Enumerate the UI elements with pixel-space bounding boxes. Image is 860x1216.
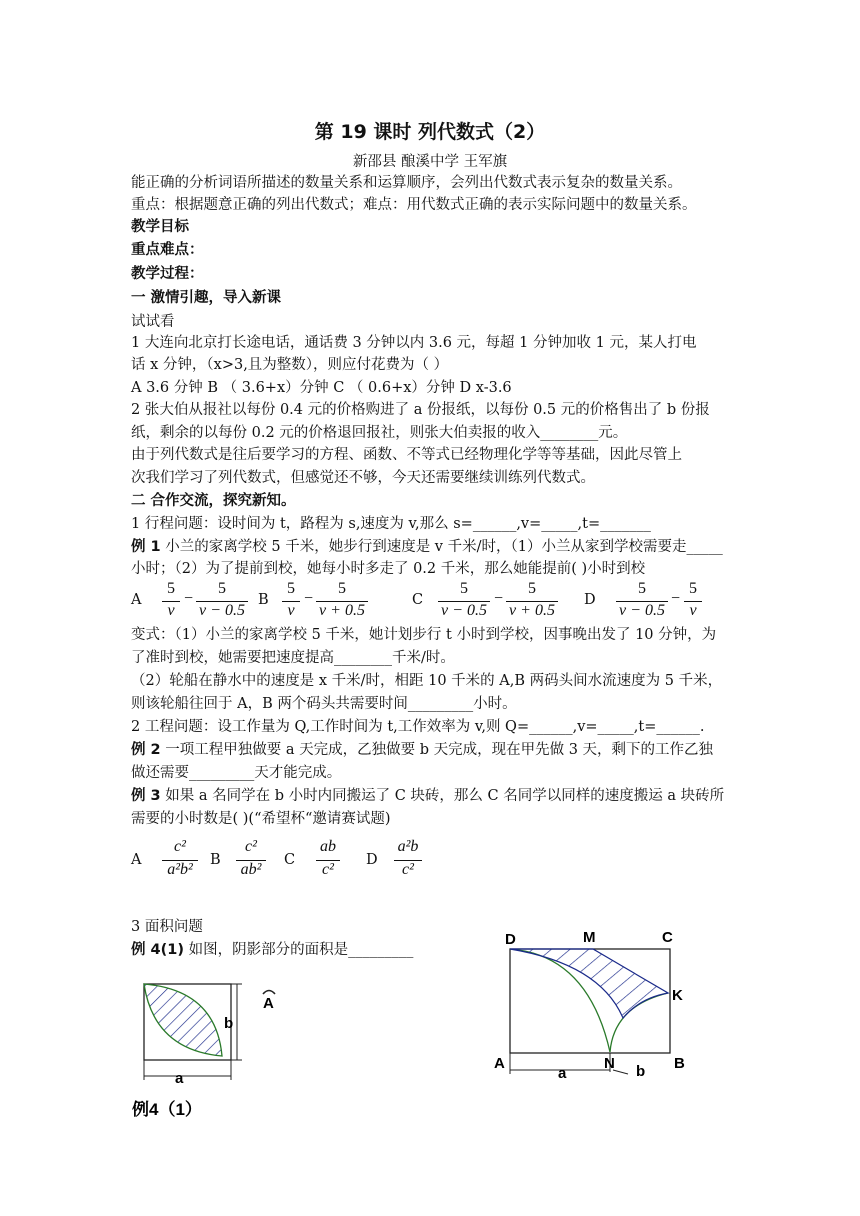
fig2-label-K: K [672,987,683,1004]
fig1-arc-mark [263,991,275,995]
travel-problem: 1 行程问题：设时间为 t，路程为 s,速度为 v,那么 s=______,v=_____,t=_______ [131,516,651,532]
minus-sign: − [494,590,504,607]
frac-numerator: 5 [218,580,226,597]
example-4-label: 例 4(1) [131,942,184,958]
page-title: 第 19 课时 列代数式（2） [314,121,546,143]
ex1-option-d-expr [616,580,706,622]
fig1-label-a: a [175,1070,184,1087]
ex3-option-b-expr [234,838,268,882]
intro-keypoints: 重点：根据题意正确的列出代数式；难点：用代数式正确的表示实际问题中的数量关系。 [131,197,697,213]
ex3-option-d-label: D [366,852,378,868]
fig1-arc-label: A [263,995,274,1012]
frac-denominator: v [689,602,697,619]
paragraph-line-1: 由于列代数式是往后要学习的方程、函数、不等式已经物理化学等等基础，因此尽管上 [131,447,682,463]
example-2-line-2: 做还需要_________天才能完成。 [131,765,342,781]
example-3-text: 如果 a 名同学在 b 小时内同搬运了 C 块砖，那么 C 名同学以同样的速度搬运 a 块砖所 [160,788,725,804]
frac-denominator: v − 0.5 [441,602,487,619]
figure-2-quarter-circle-diagram [490,922,700,1082]
fig2-label-N: N [604,1055,615,1072]
fig1-caption: 例4（1） [132,1100,202,1119]
heading-goals: 教学目标 [131,219,189,235]
frac-denominator: v − 0.5 [619,602,665,619]
frac-numerator: 5 [287,580,295,597]
fig2-label-b: b [636,1063,646,1080]
intro-objective: 能正确的分析词语所描述的数量关系和运算顺序，会列出代数式表示复杂的数量关系。 [131,175,682,191]
frac-numerator: 5 [167,580,175,597]
ex1-option-a-label: A [131,592,142,608]
ex3-option-a-expr [160,838,200,882]
try-it-label: 试试看 [131,314,175,330]
ex3-option-a-label: A [131,852,142,868]
section-1-heading: 一 激情引趣，导入新课 [131,290,282,306]
frac-numerator: 5 [689,580,697,597]
minus-sign: − [184,590,194,607]
frac-denominator: v [167,602,175,619]
ex1-option-c-label: C [412,592,424,608]
frac-denominator: v − 0.5 [199,602,245,619]
question-2-line-2: 纸，剩余的以每份 0.2 元的价格退回报社，则张大伯卖报的收入________元。 [131,425,628,441]
section-2-heading: 二 合作交流，探究新知。 [131,493,296,509]
ex1-option-c-expr [438,580,558,622]
figure-1-leaf-diagram [120,972,290,1122]
frac-denominator: v [287,602,295,619]
frac-numerator: 5 [528,580,536,597]
frac-numerator: a²b [397,838,419,855]
heading-keypoints: 重点难点： [131,242,204,258]
frac-numerator: c² [245,838,257,855]
ex1-option-b-expr [280,580,370,622]
fig2-label-D: D [505,931,516,948]
area-problem: 3 面积问题 [131,919,203,935]
ex3-option-b-label: B [210,852,221,868]
frac-denominator: c² [402,861,414,878]
question-2-line-1: 2 张大伯从报社以每份 0.4 元的价格购进了 a 份报纸，以每份 0.5 元的价格售出了 b 份报 [131,402,710,418]
ex3-option-d-expr [392,838,424,882]
example-1-line-2: 小时；（2）为了提前到校，她每小时多走了 0.2 千米，那么她能提前( )小时到校 [131,561,646,577]
fig2-label-B: B [674,1055,685,1072]
frac-denominator: v + 0.5 [319,602,365,619]
example-3-label: 例 3 [131,788,161,804]
ex1-option-d-label: D [584,592,596,608]
example-1-line-1 [131,538,723,556]
frac-denominator: ab² [240,861,262,878]
example-2-text: 一项工程甲独做要 a 天完成，乙独做要 b 天完成，现在甲先做 3 天，剩下的工作乙独 [160,742,714,758]
example-3-line-2: 需要的小时数是( )(“希望杯“邀请赛试题) [131,811,391,827]
work-problem: 2 工程问题：设工作量为 Q,工作时间为 t,工作效率为 v,则 Q=______,v=_____,t=______. [131,719,705,735]
frac-denominator: a²b² [167,861,193,878]
frac-numerator: 5 [460,580,468,597]
frac-numerator: c² [174,838,186,855]
frac-denominator: c² [322,861,334,878]
frac-numerator: ab [320,838,336,855]
ex1-option-b-label: B [258,592,269,608]
ex3-option-c-label: C [284,852,296,868]
example-1-text: 小兰的家离学校 5 千米，她步行到速度是 v 千米/时，（1）小兰从家到学校需要走_____ [160,539,723,555]
fig2-label-C: C [662,929,673,946]
variant-1-line-2: 了准时到校，她需要把速度提高________千米/时。 [131,650,455,666]
example-4-text: 如图，阴影部分的面积是_________ [183,942,414,958]
variant-2-line-1: （2）轮船在静水中的速度是 x 千米/时，相距 10 千米的 A,B 两码头间水流速度为 5 千米， [131,673,723,689]
minus-sign: − [304,590,314,607]
frac-numerator: 5 [338,580,346,597]
variant-2-line-2: 则该轮船往回于 A，B 两个码头共需要时间_________小时。 [131,696,517,712]
question-1-line-1: 1 大连向北京打长途电话，通话费 3 分钟以内 3.6 元，每超 1 分钟加收 1 元，某人打电 [131,335,697,351]
frac-numerator: 5 [638,580,646,597]
question-1-line-2: 话 x 分钟，（x>3,且为整数），则应付花费为（ ） [131,357,449,373]
fig2-label-A: A [494,1055,505,1072]
author-line: 新邵县 酿溪中学 王军旗 [352,154,508,170]
ex1-option-a-expr [160,580,250,622]
example-3-line-1 [131,787,724,805]
paragraph-line-2: 次我们学习了列代数式，但感觉还不够，今天还需要继续训练列代数式。 [131,470,595,486]
example-1-label: 例 1 [131,539,161,555]
example-2-line-1 [131,741,713,759]
fig2-label-M: M [583,929,596,946]
fig1-label-b: b [224,1015,234,1032]
ex3-option-c-expr [314,838,342,882]
fig2-label-a: a [558,1065,567,1082]
frac-denominator: v + 0.5 [509,602,555,619]
minus-sign: − [671,590,681,607]
example-4-line [131,941,413,959]
variant-1-line-1: 变式：（1）小兰的家离学校 5 千米，她计划步行 t 小时到学校，因事晚出发了 10 分钟，为 [131,627,717,643]
heading-process: 教学过程： [131,266,204,282]
question-1-options: A 3.6 分钟 B （ 3.6+x）分钟 C （ 0.6+x）分钟 D x-3.6 [131,380,512,396]
example-2-label: 例 2 [131,742,161,758]
